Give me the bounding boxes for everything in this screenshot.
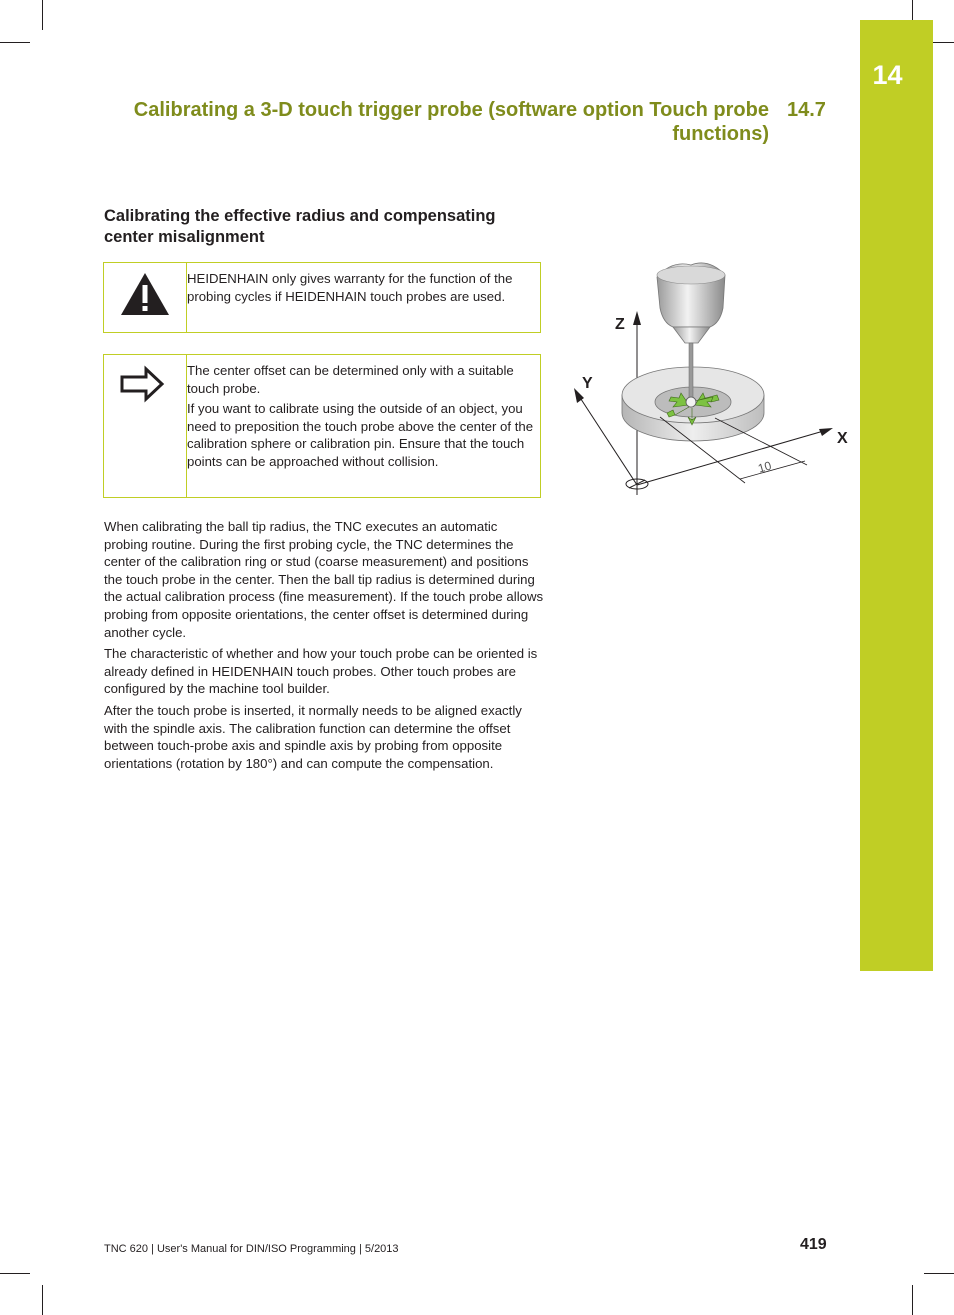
chapter-number: 14	[872, 60, 903, 90]
arrow-right-icon	[104, 355, 186, 415]
section-number: 14.7	[787, 99, 826, 121]
running-head-title	[69, 98, 769, 146]
warning-text: HEIDENHAIN only gives warranty for the function of the probing cycles if HEIDENHAIN touch probes are used.	[187, 271, 513, 304]
info-note	[103, 354, 541, 498]
probe-taper	[673, 327, 710, 343]
x-axis-arrow	[819, 428, 833, 436]
running-head-line-1: Calibrating a 3-D touch trigger probe (software option Touch probe	[133, 99, 769, 121]
probe-ball	[686, 397, 696, 407]
crop-mark	[42, 0, 43, 30]
info-paragraph: The center offset can be determined only with a suitable touch probe.	[187, 363, 514, 396]
y-axis-label: Y	[582, 375, 593, 392]
chapter-tab	[860, 20, 933, 971]
dimension-label: 10	[756, 458, 774, 476]
z-axis-label: Z	[615, 316, 625, 333]
crop-mark	[0, 42, 30, 43]
warning-triangle-icon	[104, 263, 186, 332]
body-paragraph: When calibrating the ball tip radius, the TNC executes an automatic probing routine. During the first probing cycle, the TNC determines the center of the calibration ring or stud (coarse measurement) and positions the touch probe in the center. Then the ball tip radius is determined during the actual calibration process (fine measurement). If the touch probe allows probing from opposite orientations, the center offset is determined during another cycle.	[104, 519, 544, 640]
z-axis-arrow	[633, 311, 641, 325]
crop-mark	[912, 1285, 913, 1315]
page-number: 419	[800, 1236, 827, 1253]
probe-stylus	[689, 343, 693, 399]
section-subheading: Calibrating the effective radius and compensating center misalignment	[104, 207, 496, 246]
crop-mark	[42, 1285, 43, 1315]
probe-head-top	[657, 266, 725, 284]
body-text	[104, 518, 544, 776]
footer-text: TNC 620 | User's Manual for DIN/ISO Programming | 5/2013	[104, 1243, 399, 1255]
calibration-figure	[565, 255, 855, 505]
running-head-line-2: functions)	[672, 123, 769, 145]
body-paragraph: After the touch probe is inserted, it normally needs to be aligned exactly with the spindle axis. The calibration function can determine the offset between touch-probe axis and spindle axis by probing from opposite orientations (rotation by 180°) and can compute the compensation.	[104, 702, 522, 771]
crop-mark	[924, 1273, 954, 1274]
body-paragraph: The characteristic of whether and how your touch probe can be oriented is already defined in HEIDENHAIN touch probes. Other touch probes are configured by the machine tool builder.	[104, 646, 538, 697]
x-axis-label: X	[837, 430, 848, 447]
calibration-ring-illustration	[565, 255, 855, 505]
crop-mark	[0, 1273, 30, 1274]
warning-note	[103, 262, 541, 333]
dimension-line	[740, 461, 805, 479]
info-paragraph: If you want to calibrate using the outside of an object, you need to preposition the touch probe above the center of the calibration sphere or calibration pin. Ensure that the touch points can be approached without collision.	[187, 401, 534, 469]
